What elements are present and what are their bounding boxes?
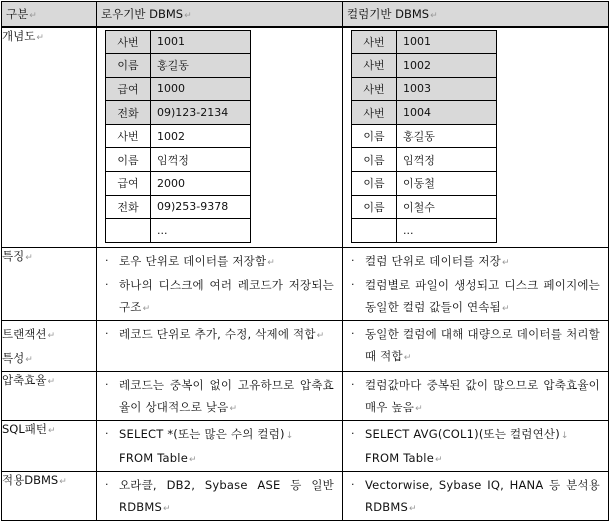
para-mark: ↵ bbox=[142, 303, 151, 314]
example-key-cell: 이름 bbox=[352, 148, 397, 172]
example-row bbox=[106, 54, 251, 78]
example-value-cell: 09)123-2134 bbox=[151, 101, 251, 125]
para-mark: ↵ bbox=[501, 257, 510, 268]
example-key-cell: 사번 bbox=[106, 30, 151, 54]
example-row bbox=[352, 148, 497, 172]
header-column-dbms bbox=[343, 2, 609, 27]
example-key-cell: 사번 bbox=[352, 54, 397, 78]
para-mark: ↵ bbox=[36, 32, 44, 43]
compression-label-cell bbox=[2, 371, 97, 420]
bullet-item bbox=[351, 250, 600, 274]
example-row bbox=[352, 54, 497, 78]
transaction-label-line1-wrap bbox=[2, 323, 96, 347]
para-mark: ↵ bbox=[501, 303, 510, 314]
column-apply-cell bbox=[343, 471, 609, 520]
concept-label-cell bbox=[2, 27, 97, 248]
column-based-example-table bbox=[351, 30, 497, 243]
column-sql-line-2-text: FROM Table bbox=[365, 450, 434, 465]
bullet-item bbox=[105, 323, 334, 347]
example-key-cell: 사번 bbox=[352, 77, 397, 101]
example-key-cell: 이름 bbox=[106, 54, 151, 78]
bullet-text: 레코드 단위로 추가, 수정, 삭제에 적합 bbox=[119, 326, 316, 341]
row-feature-cell bbox=[97, 247, 343, 320]
feature-row bbox=[2, 247, 609, 320]
example-key-cell: 전화 bbox=[106, 195, 151, 219]
para-mark: ↵ bbox=[316, 330, 325, 341]
column-compression-cell bbox=[343, 371, 609, 420]
sql-row bbox=[2, 420, 609, 471]
row-transaction-list bbox=[97, 321, 342, 347]
bullet-item bbox=[105, 374, 334, 420]
concept-label: 개념도 bbox=[2, 28, 36, 43]
example-row bbox=[106, 172, 251, 196]
bullet: · bbox=[105, 377, 109, 391]
example-row bbox=[352, 195, 497, 219]
compression-label: 압축효율 bbox=[2, 372, 47, 387]
para-mark: ↵ bbox=[47, 330, 55, 341]
column-sql-line-2 bbox=[351, 447, 600, 471]
bullet-text-wrap bbox=[119, 374, 334, 420]
bullet: · bbox=[351, 377, 355, 391]
example-key-cell bbox=[106, 219, 151, 243]
row-sql-cell bbox=[97, 420, 343, 471]
header-category-text: 구분 bbox=[6, 7, 29, 21]
para-mark: ↵ bbox=[188, 454, 197, 465]
example-key-cell: 급여 bbox=[106, 77, 151, 101]
example-value-cell: 1002 bbox=[397, 54, 497, 78]
example-row bbox=[352, 101, 497, 125]
column-sql-cell bbox=[343, 420, 609, 471]
para-mark: ↵ bbox=[59, 476, 67, 487]
column-sql-block bbox=[343, 421, 608, 471]
row-sql-line-1 bbox=[105, 423, 334, 447]
bullet-text-wrap bbox=[119, 250, 334, 274]
apply-row bbox=[2, 471, 609, 520]
para-mark: ↵ bbox=[162, 503, 171, 514]
example-value-cell: 1001 bbox=[151, 30, 251, 54]
row-sql-block bbox=[97, 421, 342, 471]
example-row bbox=[106, 77, 251, 101]
example-value-cell: 홍길동 bbox=[151, 54, 251, 78]
column-transaction-cell bbox=[343, 320, 609, 371]
bullet: · bbox=[105, 477, 109, 491]
example-key-cell bbox=[352, 219, 397, 243]
bullet-text: 컬럼별로 파일이 생성되고 디스크 페이지에는 동일한 컬럼 값들이 연속됨 bbox=[365, 277, 600, 314]
example-row bbox=[106, 219, 251, 243]
header-row-dbms-text: 로우기반 DBMS bbox=[101, 7, 184, 21]
bullet-text-wrap bbox=[119, 274, 334, 320]
bullet-text: 컬럼값마다 중복된 값이 많으므로 압축효율이 매우 높음 bbox=[365, 377, 600, 414]
example-value-cell: 임꺽정 bbox=[151, 148, 251, 172]
example-key-cell: 이름 bbox=[352, 124, 397, 148]
compression-row bbox=[2, 371, 609, 420]
apply-label-cell bbox=[2, 471, 97, 520]
column-feature-list bbox=[343, 248, 608, 320]
row-feature-list bbox=[97, 248, 342, 320]
row-compression-list bbox=[97, 372, 342, 420]
para-mark: ↵ bbox=[25, 354, 33, 365]
bullet: · bbox=[105, 426, 109, 440]
bullet-item bbox=[105, 274, 334, 320]
bullet: · bbox=[351, 426, 355, 440]
example-row bbox=[352, 30, 497, 54]
para-mark: ↵ bbox=[434, 454, 443, 465]
example-row bbox=[352, 219, 497, 243]
column-sql-line-1 bbox=[351, 423, 600, 447]
bullet: · bbox=[351, 477, 355, 491]
bullet: · bbox=[351, 326, 355, 340]
bullet: · bbox=[105, 277, 109, 291]
transaction-row bbox=[2, 320, 609, 371]
bullet: · bbox=[105, 326, 109, 340]
bullet-text-wrap bbox=[365, 374, 600, 420]
para-mark: ↵ bbox=[184, 11, 192, 21]
para-mark: ↵ bbox=[229, 403, 238, 414]
row-sql-line-1-text: SELECT *(또는 많은 수의 컬럼) bbox=[119, 426, 285, 441]
example-row bbox=[106, 148, 251, 172]
transaction-label-line1: 트랜잭션 bbox=[2, 326, 47, 341]
bullet-text-wrap bbox=[365, 474, 600, 520]
bullet: · bbox=[351, 277, 355, 291]
example-key-cell: 이름 bbox=[106, 148, 151, 172]
bullet-text-wrap bbox=[119, 474, 334, 520]
row-concept-cell bbox=[97, 27, 343, 248]
sql-label: SQL패턴 bbox=[2, 421, 47, 436]
bullet-item bbox=[351, 323, 600, 369]
row-apply-list bbox=[97, 472, 342, 520]
para-mark: ↵ bbox=[403, 352, 412, 363]
row-sql-line-2-text: FROM Table bbox=[119, 450, 188, 465]
sql-label-cell bbox=[2, 420, 97, 471]
bullet-item bbox=[105, 250, 334, 274]
transaction-label-line2: 특성 bbox=[2, 350, 25, 365]
feature-label: 특징 bbox=[2, 248, 25, 263]
example-value-cell: 1003 bbox=[397, 77, 497, 101]
example-value-cell: 2000 bbox=[151, 172, 251, 196]
column-sql-line-1-text: SELECT AVG(COL1)(또는 컬럼연산) bbox=[365, 426, 560, 441]
bullet-text: 로우 단위로 데이터를 저장함 bbox=[119, 253, 267, 268]
bullet-text: 컬럼 단위로 데이터를 저장 bbox=[365, 253, 501, 268]
feature-label-cell bbox=[2, 247, 97, 320]
example-key-cell: 급여 bbox=[106, 172, 151, 196]
bullet-item bbox=[351, 374, 600, 420]
bullet-text-wrap bbox=[119, 323, 334, 347]
bullet-item bbox=[351, 474, 600, 520]
column-transaction-list bbox=[343, 321, 608, 369]
bullet-text: 오라클, DB2, Sybase ASE 등 일반 RDBMS bbox=[119, 477, 334, 514]
example-row bbox=[106, 124, 251, 148]
bullet-text-wrap bbox=[365, 250, 600, 274]
transaction-label-line2-wrap bbox=[2, 347, 96, 371]
column-compression-list bbox=[343, 372, 608, 420]
example-key-cell: 이름 bbox=[352, 195, 397, 219]
example-row bbox=[106, 30, 251, 54]
para-mark: ↵ bbox=[408, 503, 417, 514]
example-key-cell: 사번 bbox=[352, 101, 397, 125]
example-value-cell: 이철수 bbox=[397, 195, 497, 219]
example-value-cell: 1001 bbox=[397, 30, 497, 54]
header-column-dbms-text: 컬럼기반 DBMS bbox=[347, 7, 430, 21]
example-value-cell: ... bbox=[151, 219, 251, 243]
linebreak-mark: ↓ bbox=[285, 430, 294, 441]
para-mark: ↵ bbox=[47, 376, 55, 387]
para-mark: ↵ bbox=[47, 425, 56, 436]
row-transaction-cell bbox=[97, 320, 343, 371]
header-category bbox=[2, 2, 97, 27]
header-row-dbms bbox=[97, 2, 343, 27]
header-row bbox=[2, 2, 609, 27]
linebreak-mark: ↓ bbox=[560, 430, 569, 441]
example-value-cell: 임꺽정 bbox=[397, 148, 497, 172]
example-value-cell: 1002 bbox=[151, 124, 251, 148]
para-mark: ↵ bbox=[25, 252, 33, 263]
para-mark: ↵ bbox=[415, 403, 423, 414]
bullet: · bbox=[351, 253, 355, 267]
column-feature-cell bbox=[343, 247, 609, 320]
para-mark: ↵ bbox=[430, 11, 438, 21]
example-key-cell: 전화 bbox=[106, 101, 151, 125]
example-value-cell: ... bbox=[397, 219, 497, 243]
example-value-cell: 09)253-9378 bbox=[151, 195, 251, 219]
example-row bbox=[106, 101, 251, 125]
example-value-cell: 이동철 bbox=[397, 172, 497, 196]
row-apply-cell bbox=[97, 471, 343, 520]
bullet-text: 동일한 컬럼에 대해 대량으로 데이터를 처리할 때 적합 bbox=[365, 326, 600, 363]
para-mark: ↵ bbox=[29, 11, 37, 21]
example-row bbox=[352, 77, 497, 101]
example-key-cell: 이름 bbox=[352, 172, 397, 196]
example-value-cell: 1004 bbox=[397, 101, 497, 125]
example-value-cell: 1000 bbox=[151, 77, 251, 101]
concept-row bbox=[2, 27, 609, 248]
bullet-text: 레코드는 중복이 없이 고유하므로 압축효율이 상대적으로 낮음 bbox=[119, 377, 334, 414]
bullet-text-wrap bbox=[365, 323, 600, 369]
bullet-item bbox=[105, 474, 334, 520]
example-value-cell: 홍길동 bbox=[397, 124, 497, 148]
example-key-cell: 사번 bbox=[352, 30, 397, 54]
apply-label: 적용DBMS bbox=[2, 472, 59, 487]
transaction-label-cell bbox=[2, 320, 97, 371]
row-sql-line-2 bbox=[105, 447, 334, 471]
example-row bbox=[106, 195, 251, 219]
para-mark: ↵ bbox=[267, 257, 276, 268]
row-compression-cell bbox=[97, 371, 343, 420]
column-concept-cell bbox=[343, 27, 609, 248]
comparison-table bbox=[1, 1, 609, 521]
bullet-text: 하나의 디스크에 여러 레코드가 저장되는 구조 bbox=[119, 277, 334, 314]
example-row bbox=[352, 124, 497, 148]
bullet: · bbox=[105, 253, 109, 267]
bullet-text: Vectorwise, Sybase IQ, HANA 등 분석용 RDBMS bbox=[365, 477, 600, 514]
row-based-example-table bbox=[105, 30, 251, 243]
example-row bbox=[352, 172, 497, 196]
bullet-item bbox=[351, 274, 600, 320]
bullet-text-wrap bbox=[365, 274, 600, 320]
column-apply-list bbox=[343, 472, 608, 520]
example-key-cell: 사번 bbox=[106, 124, 151, 148]
